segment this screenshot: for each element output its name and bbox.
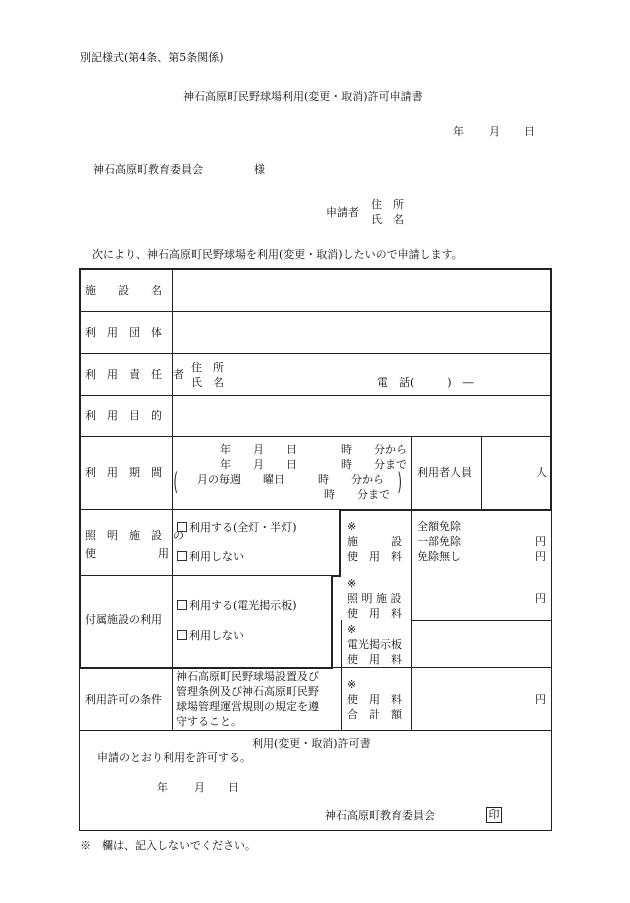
responsible-name-label: 氏 名 xyxy=(191,376,224,389)
period-weekly-end: 時 分まで xyxy=(324,488,390,501)
lighting-fee-label-2: 使 用 料 xyxy=(347,607,402,620)
left-bracket: ( xyxy=(173,468,179,496)
honorific: 様 xyxy=(254,163,265,176)
exempt-none: 免除無し xyxy=(417,550,461,563)
period-start: 年 月 日 時 分から xyxy=(220,443,407,456)
user-count-label: 利用者人員 xyxy=(417,466,472,479)
facility-name-label: 施 設 名 xyxy=(85,284,162,297)
conditions-text-2: 管理条例及び神石高原町民野 xyxy=(176,685,319,698)
permit-title: 利用(変更・取消)許可書 xyxy=(252,737,371,750)
fee-mark: ※ xyxy=(347,623,357,636)
addressee: 神石高原町教育委員会 xyxy=(93,163,203,176)
responsible-address-label: 住 所 xyxy=(191,361,224,374)
user-group-field[interactable] xyxy=(174,312,550,352)
intro-text: 次により、神石高原町民野球場を利用(変更・取消)したいので申請します。 xyxy=(92,248,463,261)
lighting-option-use[interactable] xyxy=(177,522,297,533)
exempt-partial: 一部免除 xyxy=(417,535,461,548)
checkbox-icon[interactable] xyxy=(177,630,187,640)
right-bracket: ) xyxy=(397,468,403,496)
yen-lighting: 円 xyxy=(535,592,546,605)
period-label: 利 用 期 間 xyxy=(85,466,162,479)
checkbox-icon[interactable] xyxy=(177,551,187,561)
permit-date-day: 日 xyxy=(228,781,239,794)
user-count-unit: 人 xyxy=(536,466,547,479)
lighting-label-line1: 照 明 施 設 の xyxy=(85,529,184,542)
footer-note: ※ 欄は、記入しないでください。 xyxy=(80,839,256,852)
annex-option-none[interactable] xyxy=(177,630,244,641)
yen-none: 円 xyxy=(535,550,546,563)
lighting-option-none-text: 利用しない xyxy=(189,550,244,563)
yen-partial: 円 xyxy=(535,535,546,548)
checkbox-icon[interactable] xyxy=(177,600,187,610)
applicant-address-label: 住 所 xyxy=(371,198,404,211)
applicant-name-label: 氏 名 xyxy=(371,213,404,226)
user-group-label: 利 用 団 体 xyxy=(85,326,162,339)
annex-option-none-text: 利用しない xyxy=(189,629,244,642)
checkbox-icon[interactable] xyxy=(177,522,187,532)
purpose-field[interactable] xyxy=(174,396,550,435)
exempt-full: 全額免除 xyxy=(417,520,461,533)
date-day: 日 xyxy=(524,125,535,138)
period-end: 年 月 日 時 分まで xyxy=(220,458,407,471)
facility-fee-label-1: 施 設 xyxy=(347,535,402,548)
date-month: 月 xyxy=(489,125,500,138)
yen-total: 円 xyxy=(535,693,546,706)
permit-issuer: 神石高原町教育委員会 xyxy=(325,809,435,822)
seal-stamp: 印 xyxy=(486,807,502,823)
total-fee-label-2: 合 計 額 xyxy=(347,708,402,721)
permit-text: 申請のとおり利用を許可する。 xyxy=(97,751,251,764)
responsible-person-label: 利 用 責 任 者 xyxy=(85,368,184,381)
document-title: 神石高原町民野球場利用(変更・取消)許可申請書 xyxy=(183,90,423,103)
board-fee-label-2: 使 用 料 xyxy=(347,653,402,666)
total-fee-label-1: 使 用 料 xyxy=(347,693,402,706)
facility-fee-label-2: 使 用 料 xyxy=(347,550,402,563)
annex-label: 付属施設の利用 xyxy=(85,613,162,626)
conditions-text-3: 球場管理運営規則の規定を遵 xyxy=(176,700,319,713)
permit-date-year: 年 xyxy=(157,781,168,794)
permit-date-month: 月 xyxy=(194,781,205,794)
annex-option-use-text: 利用する(電光掲示板) xyxy=(189,599,297,612)
date-year: 年 xyxy=(453,125,464,138)
form-reference: 別記様式(第4条、第5条関係) xyxy=(80,51,224,64)
period-weekly: 月の毎週 曜日 時 分から xyxy=(197,473,384,486)
phone-label: 電 話( ) ― xyxy=(377,376,474,389)
fee-mark: ※ xyxy=(347,678,357,691)
annex-option-use[interactable] xyxy=(177,600,297,611)
fee-mark: ※ xyxy=(347,520,357,533)
board-fee-label-1: 電光掲示板 xyxy=(347,638,402,651)
facility-name-field[interactable] xyxy=(174,270,550,310)
applicant-label: 申請者 xyxy=(326,206,359,219)
conditions-text-1: 神石高原町民野球場設置及び xyxy=(176,670,319,683)
lighting-label-use: 使 xyxy=(85,547,96,560)
purpose-label: 利 用 目 的 xyxy=(85,409,162,422)
lighting-fee-label-1: 照 明 施 設 xyxy=(347,592,402,605)
conditions-text-4: 守すること。 xyxy=(176,715,242,728)
fee-mark: ※ xyxy=(347,577,357,590)
lighting-option-none[interactable] xyxy=(177,551,244,562)
lighting-option-use-text: 利用する(全灯・半灯) xyxy=(189,521,297,534)
lighting-label-use-2: 用 xyxy=(158,547,169,560)
conditions-label: 利用許可の条件 xyxy=(85,693,162,706)
